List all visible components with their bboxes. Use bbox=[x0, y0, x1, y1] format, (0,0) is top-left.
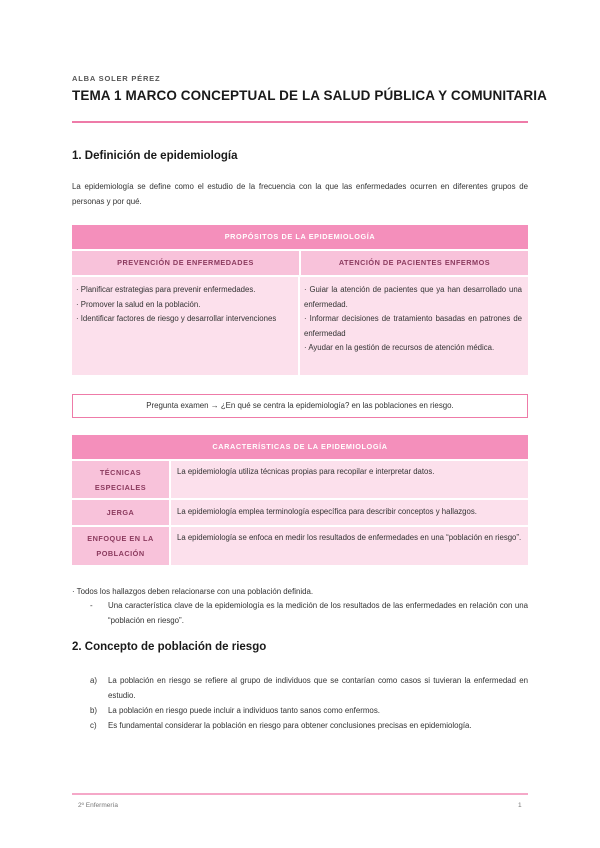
features-table bbox=[72, 435, 528, 565]
feature-label: TÉCNICAS ESPECIALES bbox=[72, 461, 169, 498]
care-column-title: ATENCIÓN DE PACIENTES ENFERMOS bbox=[301, 251, 528, 275]
title-rule bbox=[72, 121, 528, 123]
section1-intro: La epidemiología se define como el estudio de la frecuencia con la que las enfermedades ocurren en diferentes grupos de personas y por qué. bbox=[72, 182, 528, 206]
list-item: Es fundamental considerar la población en riesgo para obtener conclusiones precisas en epidemiología. bbox=[108, 721, 472, 730]
list-item: · Ayudar en la gestión de recursos de atención médica. bbox=[304, 343, 495, 352]
list-item: · Identificar factores de riesgo y desarrollar intervenciones bbox=[76, 314, 277, 323]
list-item: · Planificar estrategias para prevenir enfermedades. bbox=[76, 285, 256, 294]
section2-heading: 2. Concepto de población de riesgo bbox=[72, 641, 267, 653]
footer-course: 2º Enfermería bbox=[78, 802, 118, 809]
list-item: · Informar decisiones de tratamiento basadas en patrones de enfermedad bbox=[304, 314, 522, 338]
feature-text: La epidemiología emplea terminología específica para describir conceptos y hallazgos. bbox=[171, 500, 528, 525]
prevention-column-body bbox=[72, 277, 298, 375]
list-item: · Promover la salud en la población. bbox=[76, 299, 201, 309]
footer-rule bbox=[72, 793, 528, 795]
document-title: TEMA 1 MARCO CONCEPTUAL DE LA SALUD PÚBLICA Y COMUNITARIA bbox=[72, 88, 547, 103]
list-item: La población en riesgo se refiere al grupo de individuos que se contarían como casos si tuvieran la enfermedad en estudio. bbox=[108, 676, 528, 700]
author-name: ALBA SOLER PÉREZ bbox=[72, 74, 161, 83]
features-table-header: CARACTERÍSTICAS DE LA EPIDEMIOLOGÍA bbox=[72, 435, 528, 459]
purposes-table bbox=[72, 225, 528, 375]
feature-text: La epidemiología se enfoca en medir los resultados de enfermedades en una “población en riesgo”. bbox=[171, 527, 528, 565]
note-bullet: · Todos los hallazgos deben relacionarse con una población definida. bbox=[72, 587, 314, 596]
feature-label: JERGA bbox=[72, 500, 169, 525]
list-item: · Guiar la atención de pacientes que ya han desarrollado una enfermedad. bbox=[304, 285, 522, 309]
page-number: 1 bbox=[518, 802, 522, 809]
list-item: La población en riesgo puede incluir a individuos tanto sanos como enfermos. bbox=[108, 706, 380, 715]
note-dash: - bbox=[90, 601, 93, 610]
prevention-column-title: PREVENCIÓN DE ENFERMEDADES bbox=[72, 251, 299, 275]
feature-label: ENFOQUE EN LA POBLACIÓN bbox=[72, 527, 169, 565]
note-sub: Una característica clave de la epidemiología es la medición de los resultados de las enfermedades en relación con una “población en riesgo”. bbox=[108, 601, 528, 625]
section1-heading: 1. Definición de epidemiología bbox=[72, 150, 238, 162]
exam-note: Pregunta examen → ¿En qué se centra la epidemiología? en las poblaciones en riesgo. bbox=[72, 394, 528, 418]
list-item: a) bbox=[90, 676, 98, 685]
list-item: b) bbox=[90, 706, 98, 715]
care-column-body bbox=[300, 277, 528, 375]
feature-text: La epidemiología utiliza técnicas propias para recopilar e interpretar datos. bbox=[171, 461, 528, 498]
purposes-table-header: PROPÓSITOS DE LA EPIDEMIOLOGÍA bbox=[72, 225, 528, 249]
list-item: c) bbox=[90, 721, 97, 730]
